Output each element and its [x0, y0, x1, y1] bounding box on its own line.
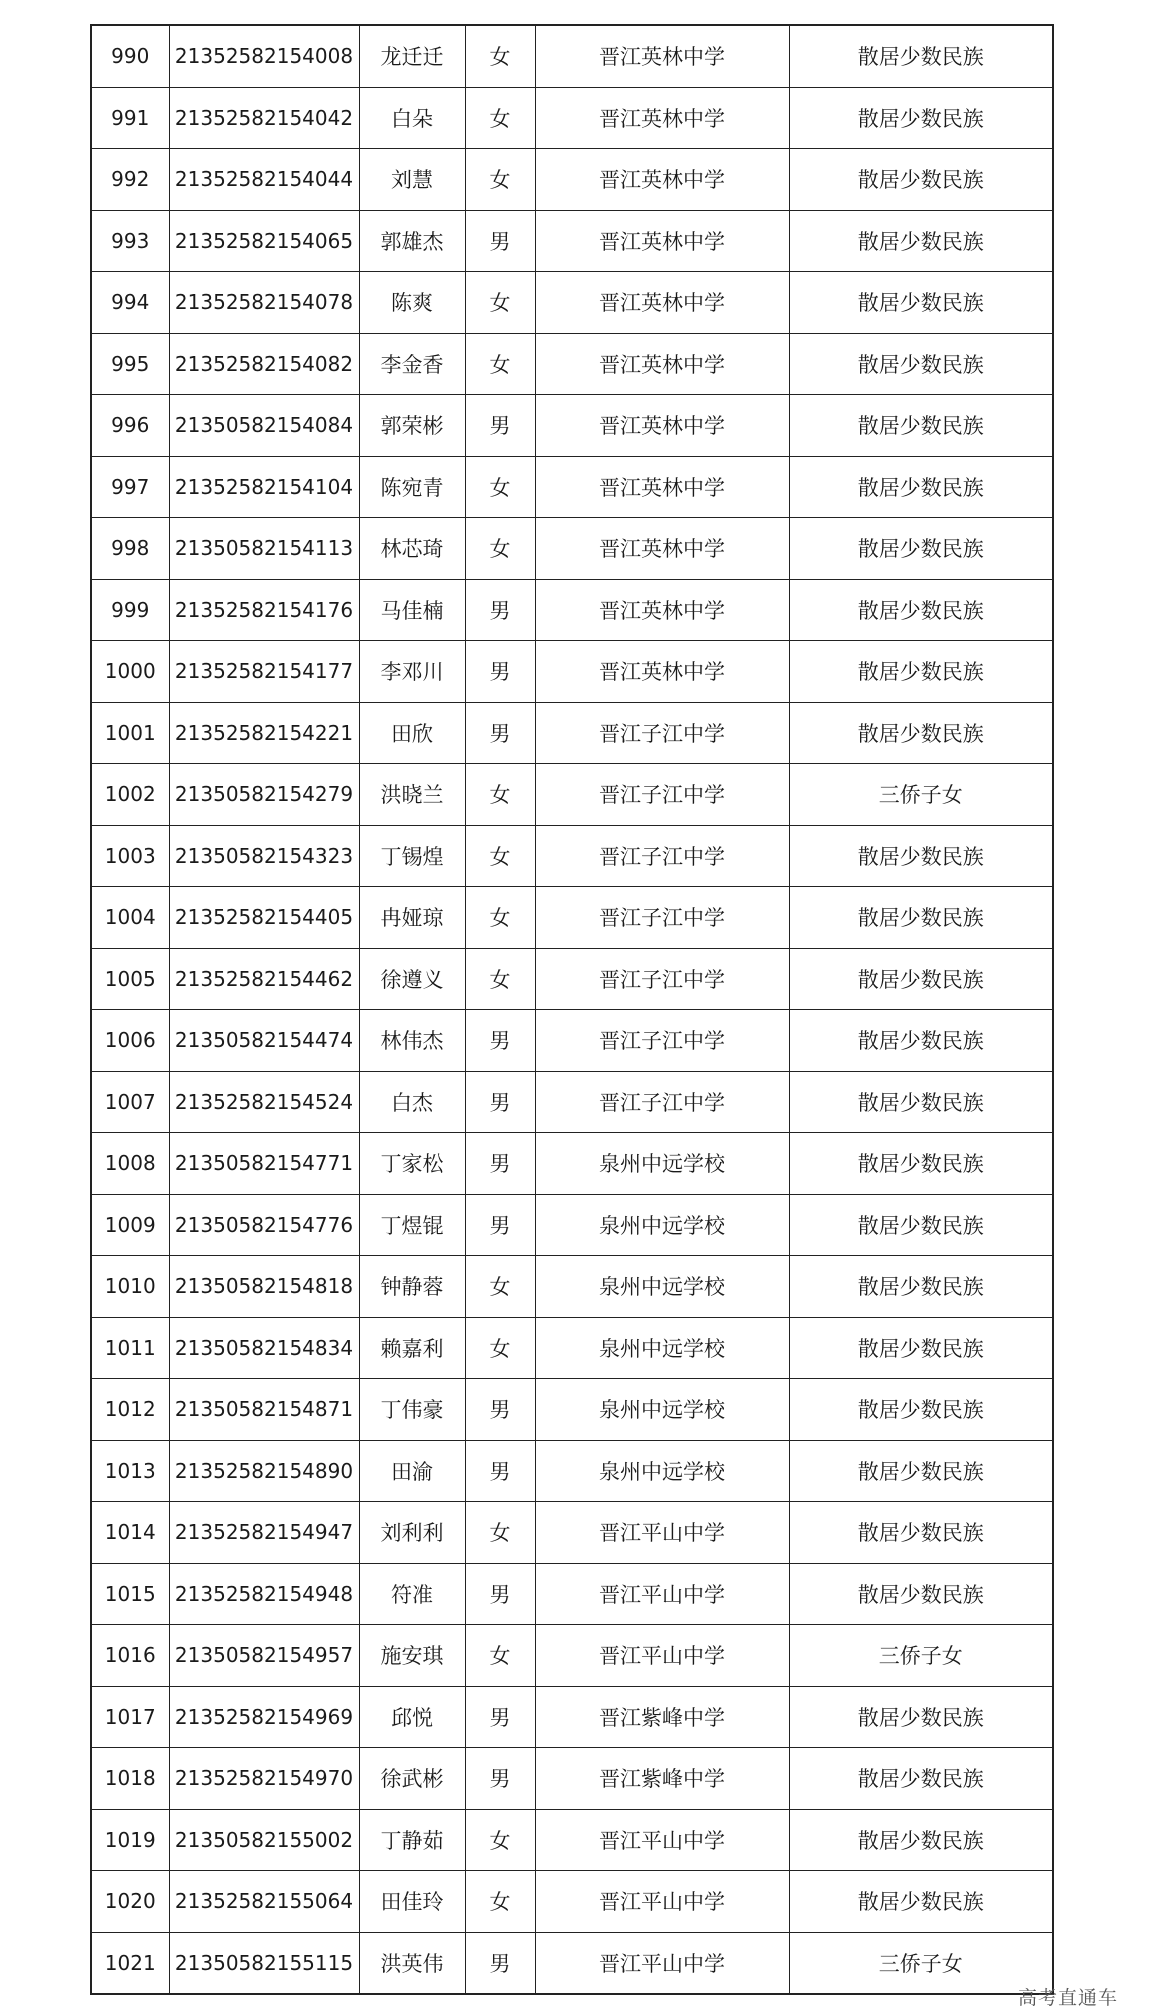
- exam-id-cell: 21350582154474: [169, 1010, 359, 1072]
- gender-cell: 男: [465, 579, 535, 641]
- exam-id-cell: 21350582154279: [169, 764, 359, 826]
- student-name-cell: 田渝: [359, 1440, 465, 1502]
- school-cell: 晋江子江中学: [535, 825, 789, 887]
- category-cell: 散居少数民族: [789, 825, 1053, 887]
- table-row: [91, 825, 1053, 887]
- school-cell: 晋江平山中学: [535, 1809, 789, 1871]
- exam-id-cell: 21350582154871: [169, 1379, 359, 1441]
- category-cell: 散居少数民族: [789, 25, 1053, 87]
- exam-id-cell: 21352582154176: [169, 579, 359, 641]
- gender-cell: 女: [465, 1502, 535, 1564]
- table-row: [91, 456, 1053, 518]
- student-name-cell: 徐遵义: [359, 948, 465, 1010]
- table-row: [91, 887, 1053, 949]
- school-cell: 晋江英林中学: [535, 579, 789, 641]
- gender-cell: 女: [465, 272, 535, 334]
- row-number-cell: 999: [91, 579, 169, 641]
- category-cell: 散居少数民族: [789, 1133, 1053, 1195]
- category-cell: 散居少数民族: [789, 272, 1053, 334]
- row-number-cell: 1002: [91, 764, 169, 826]
- row-number-cell: 1009: [91, 1194, 169, 1256]
- row-number-cell: 1006: [91, 1010, 169, 1072]
- gender-cell: 女: [465, 764, 535, 826]
- school-cell: 晋江子江中学: [535, 948, 789, 1010]
- row-number-cell: 1005: [91, 948, 169, 1010]
- student-name-cell: 洪晓兰: [359, 764, 465, 826]
- student-name-cell: 林芯琦: [359, 518, 465, 580]
- school-cell: 晋江英林中学: [535, 149, 789, 211]
- exam-id-cell: 21352582154221: [169, 702, 359, 764]
- gender-cell: 男: [465, 1071, 535, 1133]
- gender-cell: 男: [465, 1194, 535, 1256]
- school-cell: 泉州中远学校: [535, 1256, 789, 1318]
- exam-id-cell: 21352582154405: [169, 887, 359, 949]
- student-name-cell: 李金香: [359, 333, 465, 395]
- gender-cell: 女: [465, 1317, 535, 1379]
- table-row: [91, 579, 1053, 641]
- student-name-cell: 白杰: [359, 1071, 465, 1133]
- exam-id-cell: 21352582154890: [169, 1440, 359, 1502]
- category-cell: 散居少数民族: [789, 1440, 1053, 1502]
- gender-cell: 男: [465, 395, 535, 457]
- student-name-cell: 刘利利: [359, 1502, 465, 1564]
- exam-id-cell: 21352582154970: [169, 1748, 359, 1810]
- category-cell: 散居少数民族: [789, 1317, 1053, 1379]
- category-cell: 散居少数民族: [789, 1502, 1053, 1564]
- student-name-cell: 丁锡煌: [359, 825, 465, 887]
- table-row: [91, 87, 1053, 149]
- student-name-cell: 陈爽: [359, 272, 465, 334]
- category-cell: 散居少数民族: [789, 702, 1053, 764]
- student-name-cell: 龙迁迁: [359, 25, 465, 87]
- row-number-cell: 1018: [91, 1748, 169, 1810]
- gender-cell: 男: [465, 1748, 535, 1810]
- school-cell: 晋江平山中学: [535, 1563, 789, 1625]
- exam-id-cell: 21350582154084: [169, 395, 359, 457]
- school-cell: 晋江平山中学: [535, 1932, 789, 1994]
- school-cell: 泉州中远学校: [535, 1317, 789, 1379]
- school-cell: 晋江子江中学: [535, 887, 789, 949]
- student-name-cell: 郭雄杰: [359, 210, 465, 272]
- category-cell: 散居少数民族: [789, 518, 1053, 580]
- category-cell: 散居少数民族: [789, 1071, 1053, 1133]
- exam-id-cell: 21350582155002: [169, 1809, 359, 1871]
- student-name-cell: 钟静蓉: [359, 1256, 465, 1318]
- student-name-cell: 丁煜锟: [359, 1194, 465, 1256]
- category-cell: 散居少数民族: [789, 948, 1053, 1010]
- table-row: [91, 1748, 1053, 1810]
- exam-id-cell: 21352582154104: [169, 456, 359, 518]
- student-name-cell: 冉娅琼: [359, 887, 465, 949]
- school-cell: 晋江英林中学: [535, 272, 789, 334]
- school-cell: 晋江英林中学: [535, 456, 789, 518]
- category-cell: 散居少数民族: [789, 579, 1053, 641]
- gender-cell: 男: [465, 210, 535, 272]
- gender-cell: 男: [465, 1379, 535, 1441]
- row-number-cell: 993: [91, 210, 169, 272]
- exam-id-cell: 21352582154044: [169, 149, 359, 211]
- gender-cell: 男: [465, 641, 535, 703]
- category-cell: 散居少数民族: [789, 149, 1053, 211]
- category-cell: 散居少数民族: [789, 456, 1053, 518]
- row-number-cell: 998: [91, 518, 169, 580]
- table-row: [91, 149, 1053, 211]
- row-number-cell: 994: [91, 272, 169, 334]
- student-name-cell: 李邓川: [359, 641, 465, 703]
- gender-cell: 男: [465, 702, 535, 764]
- table-row: [91, 702, 1053, 764]
- row-number-cell: 1019: [91, 1809, 169, 1871]
- category-cell: 三侨子女: [789, 1625, 1053, 1687]
- student-name-cell: 田佳玲: [359, 1871, 465, 1933]
- student-name-cell: 丁伟豪: [359, 1379, 465, 1441]
- student-name-cell: 田欣: [359, 702, 465, 764]
- table-row: [91, 1809, 1053, 1871]
- student-name-cell: 洪英伟: [359, 1932, 465, 1994]
- student-name-cell: 林伟杰: [359, 1010, 465, 1072]
- table-row: [91, 1010, 1053, 1072]
- school-cell: 晋江英林中学: [535, 641, 789, 703]
- table-row: [91, 395, 1053, 457]
- row-number-cell: 995: [91, 333, 169, 395]
- category-cell: 散居少数民族: [789, 210, 1053, 272]
- school-cell: 晋江子江中学: [535, 1071, 789, 1133]
- student-name-cell: 刘慧: [359, 149, 465, 211]
- school-cell: 晋江英林中学: [535, 518, 789, 580]
- row-number-cell: 990: [91, 25, 169, 87]
- category-cell: 散居少数民族: [789, 1563, 1053, 1625]
- school-cell: 晋江平山中学: [535, 1502, 789, 1564]
- category-cell: 散居少数民族: [789, 1686, 1053, 1748]
- exam-id-cell: 21352582155064: [169, 1871, 359, 1933]
- exam-id-cell: 21350582155115: [169, 1932, 359, 1994]
- gender-cell: 女: [465, 825, 535, 887]
- gender-cell: 男: [465, 1563, 535, 1625]
- exam-id-cell: 21352582154082: [169, 333, 359, 395]
- gender-cell: 男: [465, 1932, 535, 1994]
- gender-cell: 女: [465, 456, 535, 518]
- school-cell: 泉州中远学校: [535, 1194, 789, 1256]
- student-name-cell: 丁静茹: [359, 1809, 465, 1871]
- table-row: [91, 1256, 1053, 1318]
- student-name-cell: 郭荣彬: [359, 395, 465, 457]
- gender-cell: 男: [465, 1440, 535, 1502]
- row-number-cell: 1003: [91, 825, 169, 887]
- row-number-cell: 992: [91, 149, 169, 211]
- category-cell: 散居少数民族: [789, 1010, 1053, 1072]
- exam-id-cell: 21352582154948: [169, 1563, 359, 1625]
- row-number-cell: 1021: [91, 1932, 169, 1994]
- row-number-cell: 1010: [91, 1256, 169, 1318]
- gender-cell: 男: [465, 1010, 535, 1072]
- student-name-cell: 施安琪: [359, 1625, 465, 1687]
- category-cell: 散居少数民族: [789, 1871, 1053, 1933]
- row-number-cell: 997: [91, 456, 169, 518]
- table-row: [91, 210, 1053, 272]
- gender-cell: 女: [465, 149, 535, 211]
- category-cell: 散居少数民族: [789, 1256, 1053, 1318]
- gender-cell: 男: [465, 1686, 535, 1748]
- gender-cell: 女: [465, 1871, 535, 1933]
- gender-cell: 女: [465, 948, 535, 1010]
- category-cell: 散居少数民族: [789, 395, 1053, 457]
- category-cell: 散居少数民族: [789, 1809, 1053, 1871]
- roster-body: [91, 25, 1053, 1994]
- exam-id-cell: 21352582154042: [169, 87, 359, 149]
- table-row: [91, 1133, 1053, 1195]
- category-cell: 散居少数民族: [789, 333, 1053, 395]
- table-row: [91, 1686, 1053, 1748]
- category-cell: 散居少数民族: [789, 1194, 1053, 1256]
- gender-cell: 女: [465, 518, 535, 580]
- row-number-cell: 996: [91, 395, 169, 457]
- student-name-cell: 陈宛青: [359, 456, 465, 518]
- category-cell: 散居少数民族: [789, 87, 1053, 149]
- exam-id-cell: 21350582154957: [169, 1625, 359, 1687]
- exam-id-cell: 21350582154113: [169, 518, 359, 580]
- school-cell: 晋江子江中学: [535, 764, 789, 826]
- school-cell: 晋江平山中学: [535, 1871, 789, 1933]
- row-number-cell: 1017: [91, 1686, 169, 1748]
- row-number-cell: 1014: [91, 1502, 169, 1564]
- row-number-cell: 1020: [91, 1871, 169, 1933]
- student-name-cell: 赖嘉利: [359, 1317, 465, 1379]
- school-cell: 泉州中远学校: [535, 1133, 789, 1195]
- row-number-cell: 1000: [91, 641, 169, 703]
- school-cell: 晋江平山中学: [535, 1625, 789, 1687]
- student-name-cell: 丁家松: [359, 1133, 465, 1195]
- exam-id-cell: 21352582154177: [169, 641, 359, 703]
- exam-id-cell: 21352582154008: [169, 25, 359, 87]
- student-name-cell: 白朵: [359, 87, 465, 149]
- school-cell: 晋江子江中学: [535, 702, 789, 764]
- category-cell: 散居少数民族: [789, 1748, 1053, 1810]
- row-number-cell: 991: [91, 87, 169, 149]
- gender-cell: 女: [465, 1809, 535, 1871]
- row-number-cell: 1013: [91, 1440, 169, 1502]
- table-row: [91, 1379, 1053, 1441]
- exam-id-cell: 21350582154776: [169, 1194, 359, 1256]
- school-cell: 晋江英林中学: [535, 395, 789, 457]
- row-number-cell: 1011: [91, 1317, 169, 1379]
- gender-cell: 女: [465, 887, 535, 949]
- student-name-cell: 邱悦: [359, 1686, 465, 1748]
- table-row: [91, 1871, 1053, 1933]
- table-row: [91, 1563, 1053, 1625]
- table-row: [91, 1071, 1053, 1133]
- exam-id-cell: 21352582154524: [169, 1071, 359, 1133]
- school-cell: 泉州中远学校: [535, 1379, 789, 1441]
- exam-id-cell: 21352582154969: [169, 1686, 359, 1748]
- table-row: [91, 1317, 1053, 1379]
- table-row: [91, 25, 1053, 87]
- gender-cell: 女: [465, 87, 535, 149]
- gender-cell: 女: [465, 1625, 535, 1687]
- watermark-text: 高考直通车: [1018, 1987, 1119, 2009]
- table-row: [91, 1502, 1053, 1564]
- student-roster-table: [90, 24, 1054, 1995]
- table-row: [91, 1932, 1053, 1994]
- gender-cell: 女: [465, 1256, 535, 1318]
- school-cell: 晋江子江中学: [535, 1010, 789, 1072]
- school-cell: 晋江英林中学: [535, 87, 789, 149]
- row-number-cell: 1001: [91, 702, 169, 764]
- row-number-cell: 1008: [91, 1133, 169, 1195]
- table-row: [91, 1194, 1053, 1256]
- school-cell: 泉州中远学校: [535, 1440, 789, 1502]
- row-number-cell: 1015: [91, 1563, 169, 1625]
- table-row: [91, 641, 1053, 703]
- school-cell: 晋江英林中学: [535, 333, 789, 395]
- category-cell: 三侨子女: [789, 764, 1053, 826]
- school-cell: 晋江紫峰中学: [535, 1748, 789, 1810]
- exam-id-cell: 21352582154947: [169, 1502, 359, 1564]
- gender-cell: 女: [465, 333, 535, 395]
- school-cell: 晋江紫峰中学: [535, 1686, 789, 1748]
- exam-id-cell: 21352582154462: [169, 948, 359, 1010]
- row-number-cell: 1004: [91, 887, 169, 949]
- exam-id-cell: 21350582154834: [169, 1317, 359, 1379]
- gender-cell: 男: [465, 1133, 535, 1195]
- table-row: [91, 1625, 1053, 1687]
- row-number-cell: 1012: [91, 1379, 169, 1441]
- school-cell: 晋江英林中学: [535, 25, 789, 87]
- row-number-cell: 1016: [91, 1625, 169, 1687]
- row-number-cell: 1007: [91, 1071, 169, 1133]
- category-cell: 散居少数民族: [789, 1379, 1053, 1441]
- exam-id-cell: 21350582154818: [169, 1256, 359, 1318]
- table-row: [91, 333, 1053, 395]
- table-row: [91, 518, 1053, 580]
- table-row: [91, 948, 1053, 1010]
- table-row: [91, 764, 1053, 826]
- exam-id-cell: 21350582154323: [169, 825, 359, 887]
- table-row: [91, 272, 1053, 334]
- exam-id-cell: 21352582154078: [169, 272, 359, 334]
- exam-id-cell: 21352582154065: [169, 210, 359, 272]
- category-cell: 散居少数民族: [789, 887, 1053, 949]
- school-cell: 晋江英林中学: [535, 210, 789, 272]
- student-name-cell: 马佳楠: [359, 579, 465, 641]
- category-cell: 三侨子女: [789, 1932, 1053, 1994]
- exam-id-cell: 21350582154771: [169, 1133, 359, 1195]
- student-name-cell: 符准: [359, 1563, 465, 1625]
- table-row: [91, 1440, 1053, 1502]
- student-name-cell: 徐武彬: [359, 1748, 465, 1810]
- gender-cell: 女: [465, 25, 535, 87]
- category-cell: 散居少数民族: [789, 641, 1053, 703]
